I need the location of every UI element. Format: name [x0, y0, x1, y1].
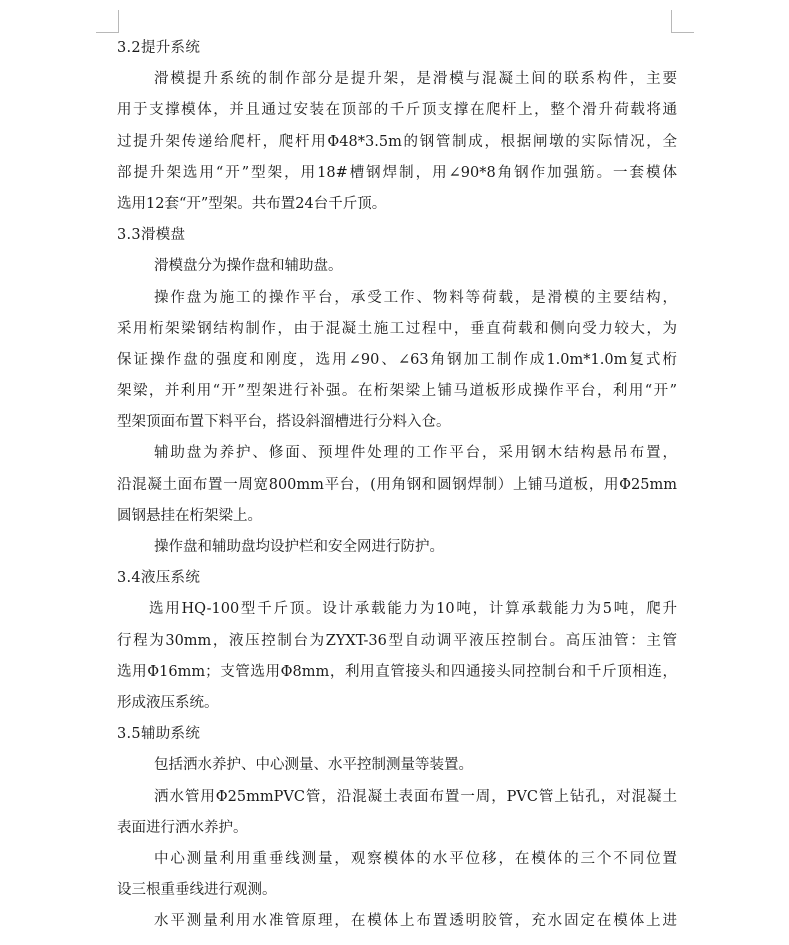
- paragraph-line: 行程为30mm，液压控制台为ZYXT-36型自动调平液压控制台。高压油管：主管: [117, 632, 677, 649]
- paragraph-line: 辅助盘为养护、修面、预埋件处理的工作平台，采用钢木结构悬吊布置，: [154, 445, 677, 462]
- paragraph-line: 部提升架选用“开”型架，用18#槽钢焊制，用∠90*8角钢作加强筋。一套模体: [117, 164, 677, 181]
- paragraph-line: 操作盘和辅助盘均设护栏和安全网进行防护。: [154, 539, 444, 555]
- paragraph-line: 操作盘为施工的操作平台，承受工作、物料等荷载，是滑模的主要结构，: [154, 289, 677, 306]
- paragraph-line: 用于支撑模体，并且通过安装在顶部的千斤顶支撑在爬杆上，整个滑升荷载将通: [117, 102, 677, 119]
- paragraph-line: 表面进行洒水养护。: [117, 819, 248, 836]
- section-heading-3-5: 3.5辅助系统: [117, 726, 201, 743]
- section-heading-3-4: 3.4液压系统: [117, 570, 201, 587]
- paragraph-line: 沿混凝土面布置一周宽800mm平台，(用角钢和圆钢焊制）上铺马道板，用Φ25mm: [117, 476, 677, 493]
- paragraph-line: 架梁，并利用“开”型架进行补强。在桁架梁上铺马道板形成操作平台，利用“开”: [117, 383, 677, 400]
- paragraph-line: 包括洒水养护、中心测量、水平控制测量等装置。: [154, 757, 473, 774]
- paragraph-line: 滑模提升系统的制作部分是提升架，是滑模与混凝土间的联系构件，主要: [154, 71, 677, 88]
- document-body[interactable]: [117, 33, 677, 937]
- section-heading-3-3: 3.3滑模盘: [117, 227, 186, 244]
- paragraph-line: 设三根重垂线进行观测。: [117, 882, 277, 899]
- margin-corner-mark-right: [671, 10, 694, 33]
- paragraph-line: 选用Φ16mm；支管选用Φ8mm，利用直管接头和四通接头同控制台和千斤顶相连，: [117, 663, 677, 680]
- paragraph-line: 型架顶面布置下料平台，搭设斜溜槽进行分料入仓。: [117, 414, 451, 431]
- section-heading-3-2: 3.2提升系统: [117, 40, 201, 56]
- paragraph-line: 形成液压系统。: [117, 694, 219, 711]
- paragraph-line: 圆钢悬挂在桁架梁上。: [117, 507, 262, 524]
- paragraph-line: 中心测量利用重垂线测量，观察模体的水平位移，在模体的三个不同位置: [154, 850, 677, 867]
- paragraph-line: 保证操作盘的强度和刚度，选用∠90、∠63角钢加工制作成1.0m*1.0m复式桁: [117, 351, 677, 368]
- paragraph-line: 过提升架传递给爬杆，爬杆用Φ48*3.5m的钢管制成，根据闸墩的实际情况，全: [117, 133, 677, 150]
- paragraph-line: 采用桁架梁钢结构制作，由于混凝土施工过程中，垂直荷载和侧向受力较大，为: [117, 320, 677, 337]
- paragraph-line: 滑模盘分为操作盘和辅助盘。: [154, 258, 343, 275]
- paragraph-line: 洒水管用Φ25mmPVC管，沿混凝土表面布置一周，PVC管上钻孔，对混凝土: [154, 788, 677, 805]
- paragraph-line: 选用12套“开”型架。共布置24台千斤顶。: [117, 195, 387, 212]
- margin-corner-mark-left: [96, 10, 119, 33]
- paragraph-line: 水平测量利用水准管原理，在模体上布置透明胶管，充水固定在模体上进: [154, 913, 677, 930]
- paragraph-line: 选用HQ-100型千斤顶。设计承载能力为10吨，计算承载能力为5吨，爬升: [149, 601, 677, 618]
